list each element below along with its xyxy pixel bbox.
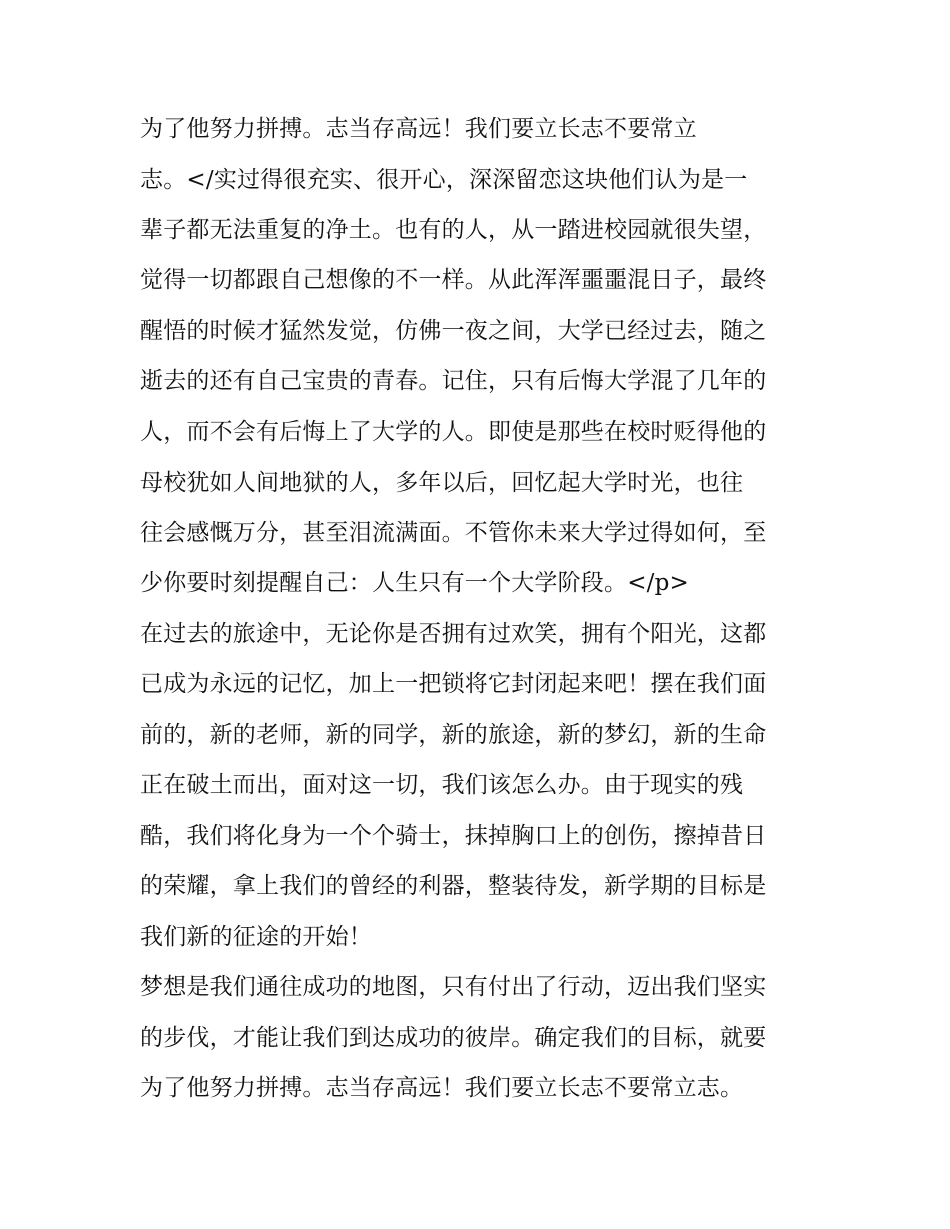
text-line: 在过去的旅途中，无论你是否拥有过欢笑，拥有个阳光，这都 <box>140 621 767 647</box>
text-line: 酷，我们将化身为一个个骑士，抹掉胸口上的创伤，擦掉昔日 <box>140 823 767 849</box>
text-line: 已成为永远的记忆，加上一把锁将它封闭起来吧！摆在我们面 <box>140 671 767 697</box>
text-line: 母校犹如人间地狱的人，多年以后，回忆起大学时光，也往 <box>140 470 744 496</box>
text-line: 为了他努力拼搏。志当存高远！我们要立长志不要常立 <box>140 116 697 142</box>
text-line: 醒悟的时候才猛然发觉，仿佛一夜之间，大学已经过去，随之 <box>140 318 767 344</box>
text-line: 往会感慨万分，甚至泪流满面。不管你未来大学过得如何，至 <box>140 520 767 546</box>
text-line: 人，而不会有后悔上了大学的人。即使是那些在校时贬得他的 <box>140 419 767 445</box>
text-line: 我们新的征途的开始！ <box>140 924 372 950</box>
text-line: 梦想是我们通往成功的地图，只有付出了行动，迈出我们坚实 <box>140 974 767 1000</box>
text-line: 的步伐，才能让我们到达成功的彼岸。确定我们的目标，就要 <box>140 1025 767 1051</box>
text-line: 为了他努力拼搏。志当存高远！我们要立长志不要常立志。 <box>140 1075 744 1101</box>
text-line: 逝去的还有自己宝贵的青春。记住，只有后悔大学混了几年的 <box>140 368 767 394</box>
text-line: 觉得一切都跟自己想像的不一样。从此浑浑噩噩混日子，最终 <box>140 267 767 293</box>
text-line: 前的，新的老师，新的同学，新的旅途，新的梦幻，新的生命 <box>140 722 767 748</box>
text-line: 正在破土而出，面对这一切，我们该怎么办。由于现实的残 <box>140 772 744 798</box>
text-line: 的荣耀，拿上我们的曾经的利器，整装待发，新学期的目标是 <box>140 873 767 899</box>
text-line: 少你要时刻提醒自己：人生只有一个大学阶段。</p> <box>140 570 690 596</box>
text-line: 辈子都无法重复的净土。也有的人，从一踏进校园就很失望， <box>140 217 767 243</box>
text-line: 志。</实过得很充实、很开心，深深留恋这块他们认为是一 <box>140 167 748 193</box>
